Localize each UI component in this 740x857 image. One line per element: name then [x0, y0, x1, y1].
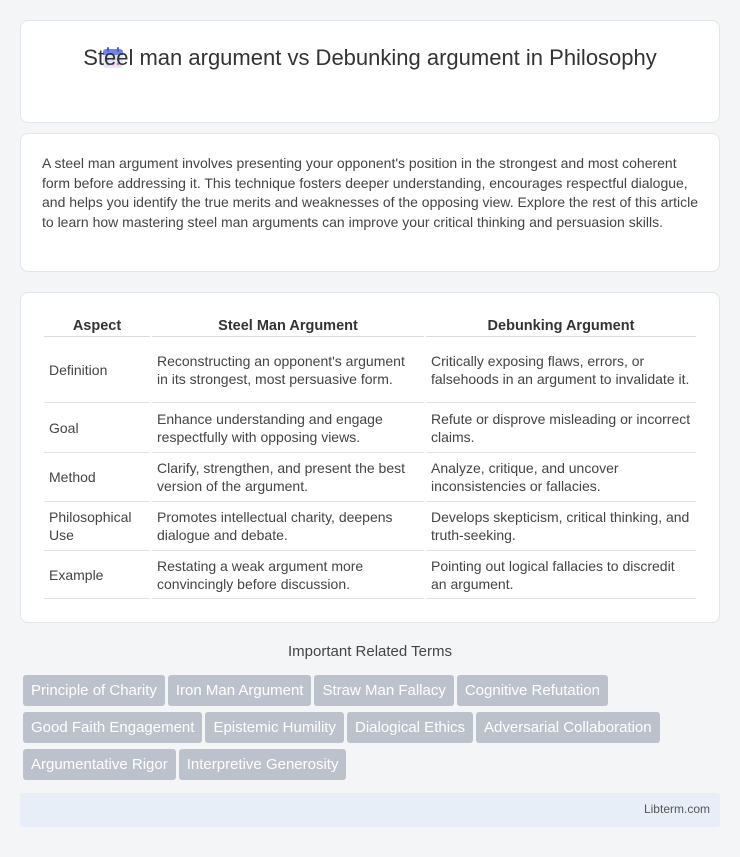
tag-row: [23, 675, 611, 706]
intro-card: [20, 133, 720, 272]
related-terms-heading: Important Related Terms: [288, 643, 452, 660]
header-steel-man: Steel Man Argument: [152, 315, 424, 337]
cell-aspect: Definition: [44, 337, 150, 403]
tag-interpretive-generosity[interactable]: Interpretive Generosity: [179, 749, 347, 780]
cell-debunking: Pointing out logical fallacies to discredit an argument.: [426, 551, 696, 599]
table-row: [44, 403, 696, 453]
tag-good-faith-engagement[interactable]: Good Faith Engagement: [23, 712, 202, 743]
cell-steel-man: Reconstructing an opponent's argument in its strongest, most persuasive form.: [152, 337, 424, 403]
tag-principle-of-charity[interactable]: Principle of Charity: [23, 675, 165, 706]
cell-aspect: Philosophical Use: [44, 502, 150, 551]
cell-debunking: Refute or disprove misleading or incorrect claims.: [426, 403, 696, 453]
cell-debunking: Critically exposing flaws, errors, or falsehoods in an argument to invalidate it.: [426, 337, 696, 403]
tag-epistemic-humility[interactable]: Epistemic Humility: [205, 712, 344, 743]
tag-row: [23, 712, 663, 743]
tag-straw-man-fallacy[interactable]: Straw Man Fallacy: [314, 675, 453, 706]
table-row: [44, 337, 696, 403]
cell-steel-man: Promotes intellectual charity, deepens dialogue and debate.: [152, 502, 424, 551]
cell-steel-man: Clarify, strengthen, and present the best version of the argument.: [152, 453, 424, 502]
cell-debunking: Develops skepticism, critical thinking, and truth-seeking.: [426, 502, 696, 551]
footer-site-link[interactable]: Libterm.com: [643, 802, 710, 816]
footer: [20, 793, 720, 827]
table-row: [44, 551, 696, 599]
cell-aspect: Goal: [44, 403, 150, 453]
page-title: Steel man argument vs Debunking argument in Philosophy: [83, 45, 657, 70]
table-row: [44, 502, 696, 551]
tag-argumentative-rigor[interactable]: Argumentative Rigor: [23, 749, 176, 780]
comparison-card: [20, 292, 720, 623]
tag-dialogical-ethics[interactable]: Dialogical Ethics: [347, 712, 473, 743]
cell-steel-man: Restating a weak argument more convincingly before discussion.: [152, 551, 424, 599]
table-row: [44, 453, 696, 502]
tag-iron-man-argument[interactable]: Iron Man Argument: [168, 675, 312, 706]
table-header-row: [44, 315, 696, 337]
cell-aspect: Method: [44, 453, 150, 502]
cell-debunking: Analyze, critique, and uncover inconsistencies or fallacies.: [426, 453, 696, 502]
cell-aspect: Example: [44, 551, 150, 599]
intro-paragraph: A steel man argument involves presenting your opponent's position in the strongest and most coherent form before addressing it. This technique fosters deeper understanding, encourages respectful dialogue, and helps you identify the true merits and weaknesses of the opposing view. Explore the rest of this article to learn how mastering steel man arguments can improve your critical thinking and persuasion skills.: [42, 155, 699, 230]
tag-cognitive-refutation[interactable]: Cognitive Refutation: [457, 675, 608, 706]
cell-steel-man: Enhance understanding and engage respectfully with opposing views.: [152, 403, 424, 453]
comparison-table: [42, 315, 698, 599]
header-debunking: Debunking Argument: [426, 315, 696, 337]
tag-row: [23, 749, 349, 780]
tag-adversarial-collaboration[interactable]: Adversarial Collaboration: [476, 712, 660, 743]
title-card: [20, 20, 720, 123]
header-aspect: Aspect: [44, 315, 150, 337]
